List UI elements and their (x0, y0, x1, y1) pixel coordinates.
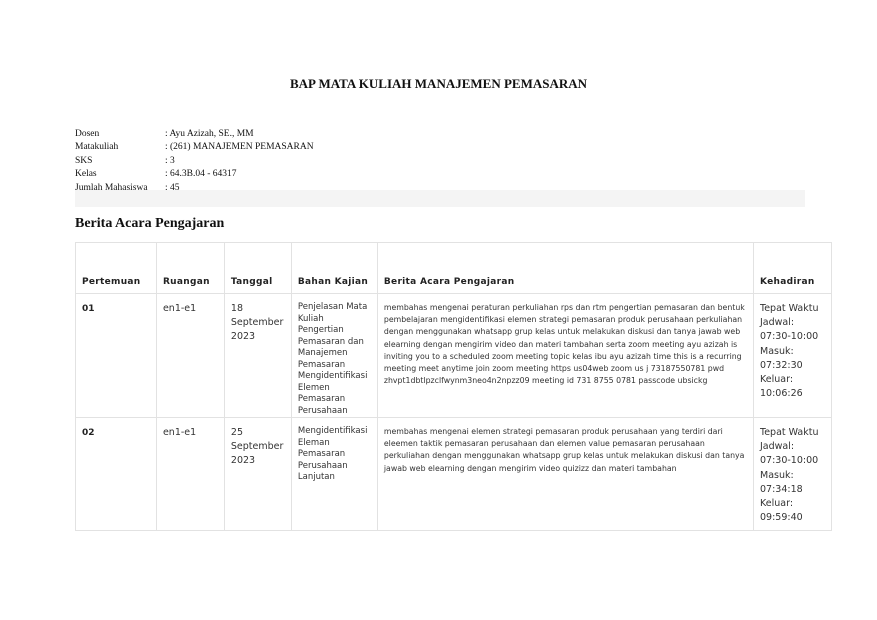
cell-ruangan: en1-e1 (156, 294, 224, 418)
info-value: : 45 (165, 182, 180, 193)
cell-pertemuan: 01 (76, 294, 157, 418)
info-row-jumlah-mahasiswa (75, 182, 805, 195)
course-info (75, 128, 805, 195)
info-value: : (261) MANAJEMEN PEMASARAN (165, 142, 314, 153)
kehadiran-masuk-value: 07:32:30 (760, 359, 803, 371)
header-kehadiran: Kehadiran (754, 243, 832, 294)
kehadiran-status: Tepat Waktu (760, 303, 819, 314)
info-row-kelas (75, 168, 805, 181)
info-value: : Ayu Azizah, SE., MM (165, 129, 254, 139)
info-row-dosen (75, 128, 805, 141)
info-label: Dosen (75, 129, 100, 139)
kehadiran-jadwal-value: 07:30-10:00 (760, 331, 819, 343)
table-row (76, 418, 832, 531)
page-title: BAP MATA KULIAH MANAJEMEN PEMASARAN (289, 76, 588, 91)
header-pertemuan: Pertemuan (76, 243, 157, 294)
kehadiran-keluar-value: 10:06:26 (760, 388, 803, 400)
kehadiran-jadwal-label: Jadwal: (760, 441, 795, 453)
kehadiran-masuk-label: Masuk: (760, 469, 794, 481)
kehadiran-keluar-label: Keluar: (760, 498, 794, 510)
cell-tanggal: 18 September 2023 (224, 294, 291, 418)
cell-bahan-kajian: Penjelasan Mata Kuliah Pengertian Pemasaran dan Manajemen Pemasaran Mengidentifikasi Elemen Pemasaran Perusahaan (291, 294, 377, 418)
info-label: Kelas (75, 169, 97, 180)
table-header-row (76, 243, 832, 294)
header-berita-acara: Berita Acara Pengajaran (377, 243, 753, 294)
info-row-sks (75, 155, 805, 168)
cell-tanggal: 25 September 2023 (224, 418, 291, 531)
section-title: Berita Acara Pengajaran (75, 216, 225, 231)
kehadiran-status: Tepat Waktu (760, 427, 819, 438)
header-tanggal: Tanggal (224, 243, 291, 294)
kehadiran-keluar-label: Keluar: (760, 374, 794, 386)
cell-pertemuan: 02 (76, 418, 157, 531)
table-row (76, 294, 832, 418)
cell-ruangan: en1-e1 (156, 418, 224, 531)
header-bahan-kajian: Bahan Kajian (291, 243, 377, 294)
info-value: : 3 (165, 155, 175, 166)
info-label: Jumlah Mahasiswa (75, 182, 148, 193)
info-label: SKS (75, 155, 93, 166)
kehadiran-jadwal-label: Jadwal: (760, 317, 795, 329)
kehadiran-keluar-value: 09:59:40 (760, 512, 803, 524)
info-label: Matakuliah (75, 142, 119, 153)
kehadiran-jadwal-value: 07:30-10:00 (760, 455, 819, 467)
cell-bahan-kajian: Mengidentifikasi Eleman Pemasaran Perusahaan Lanjutan (291, 418, 377, 531)
cell-berita-acara: membahas mengenai peraturan perkuliahan rps dan rtm pengertian pemasaran dan bentuk pembelajaran mengidentifikasi elemen strategi pemasaran produk perusahaan perkuliahan dengan menggunakan whatsapp grup kelas untuk melakukan diskusi dan tanya jawab web elearning dengan mengirim video dan materi tambahan serta zoom meeting ayu azizah is inviting you to a scheduled zoom meeting topic kelas ibu ayu azizah time this is a recurring meeting meet anytime join zoom meeting https us04web zoom us j 73187550781 pwd zhvpt1dbtlpzclfwynm3neo4n2npzz09 meeting id 731 8755 0781 passcode ubsickg (377, 294, 753, 418)
cell-kehadiran (754, 418, 832, 531)
info-row-matakuliah (75, 141, 805, 154)
cell-kehadiran (754, 294, 832, 418)
kehadiran-masuk-value: 07:34:18 (760, 483, 803, 495)
kehadiran-masuk-label: Masuk: (760, 345, 794, 357)
info-value: : 64.3B.04 - 64317 (165, 169, 237, 180)
header-ruangan: Ruangan (156, 243, 224, 294)
cell-berita-acara: membahas mengenai elemen strategi pemasaran produk perusahaan yang terdiri dari eleemen taktik pemasaran perusahaan dan elemen value pemasaran perusahaan perkuliahan dengan menggunakan whatsapp grup kelas untuk melakukan diskusi dan tanya jawab web elearning dengan mengirim video quizizz dan materi tambahan (377, 418, 753, 531)
bap-table (75, 242, 832, 531)
